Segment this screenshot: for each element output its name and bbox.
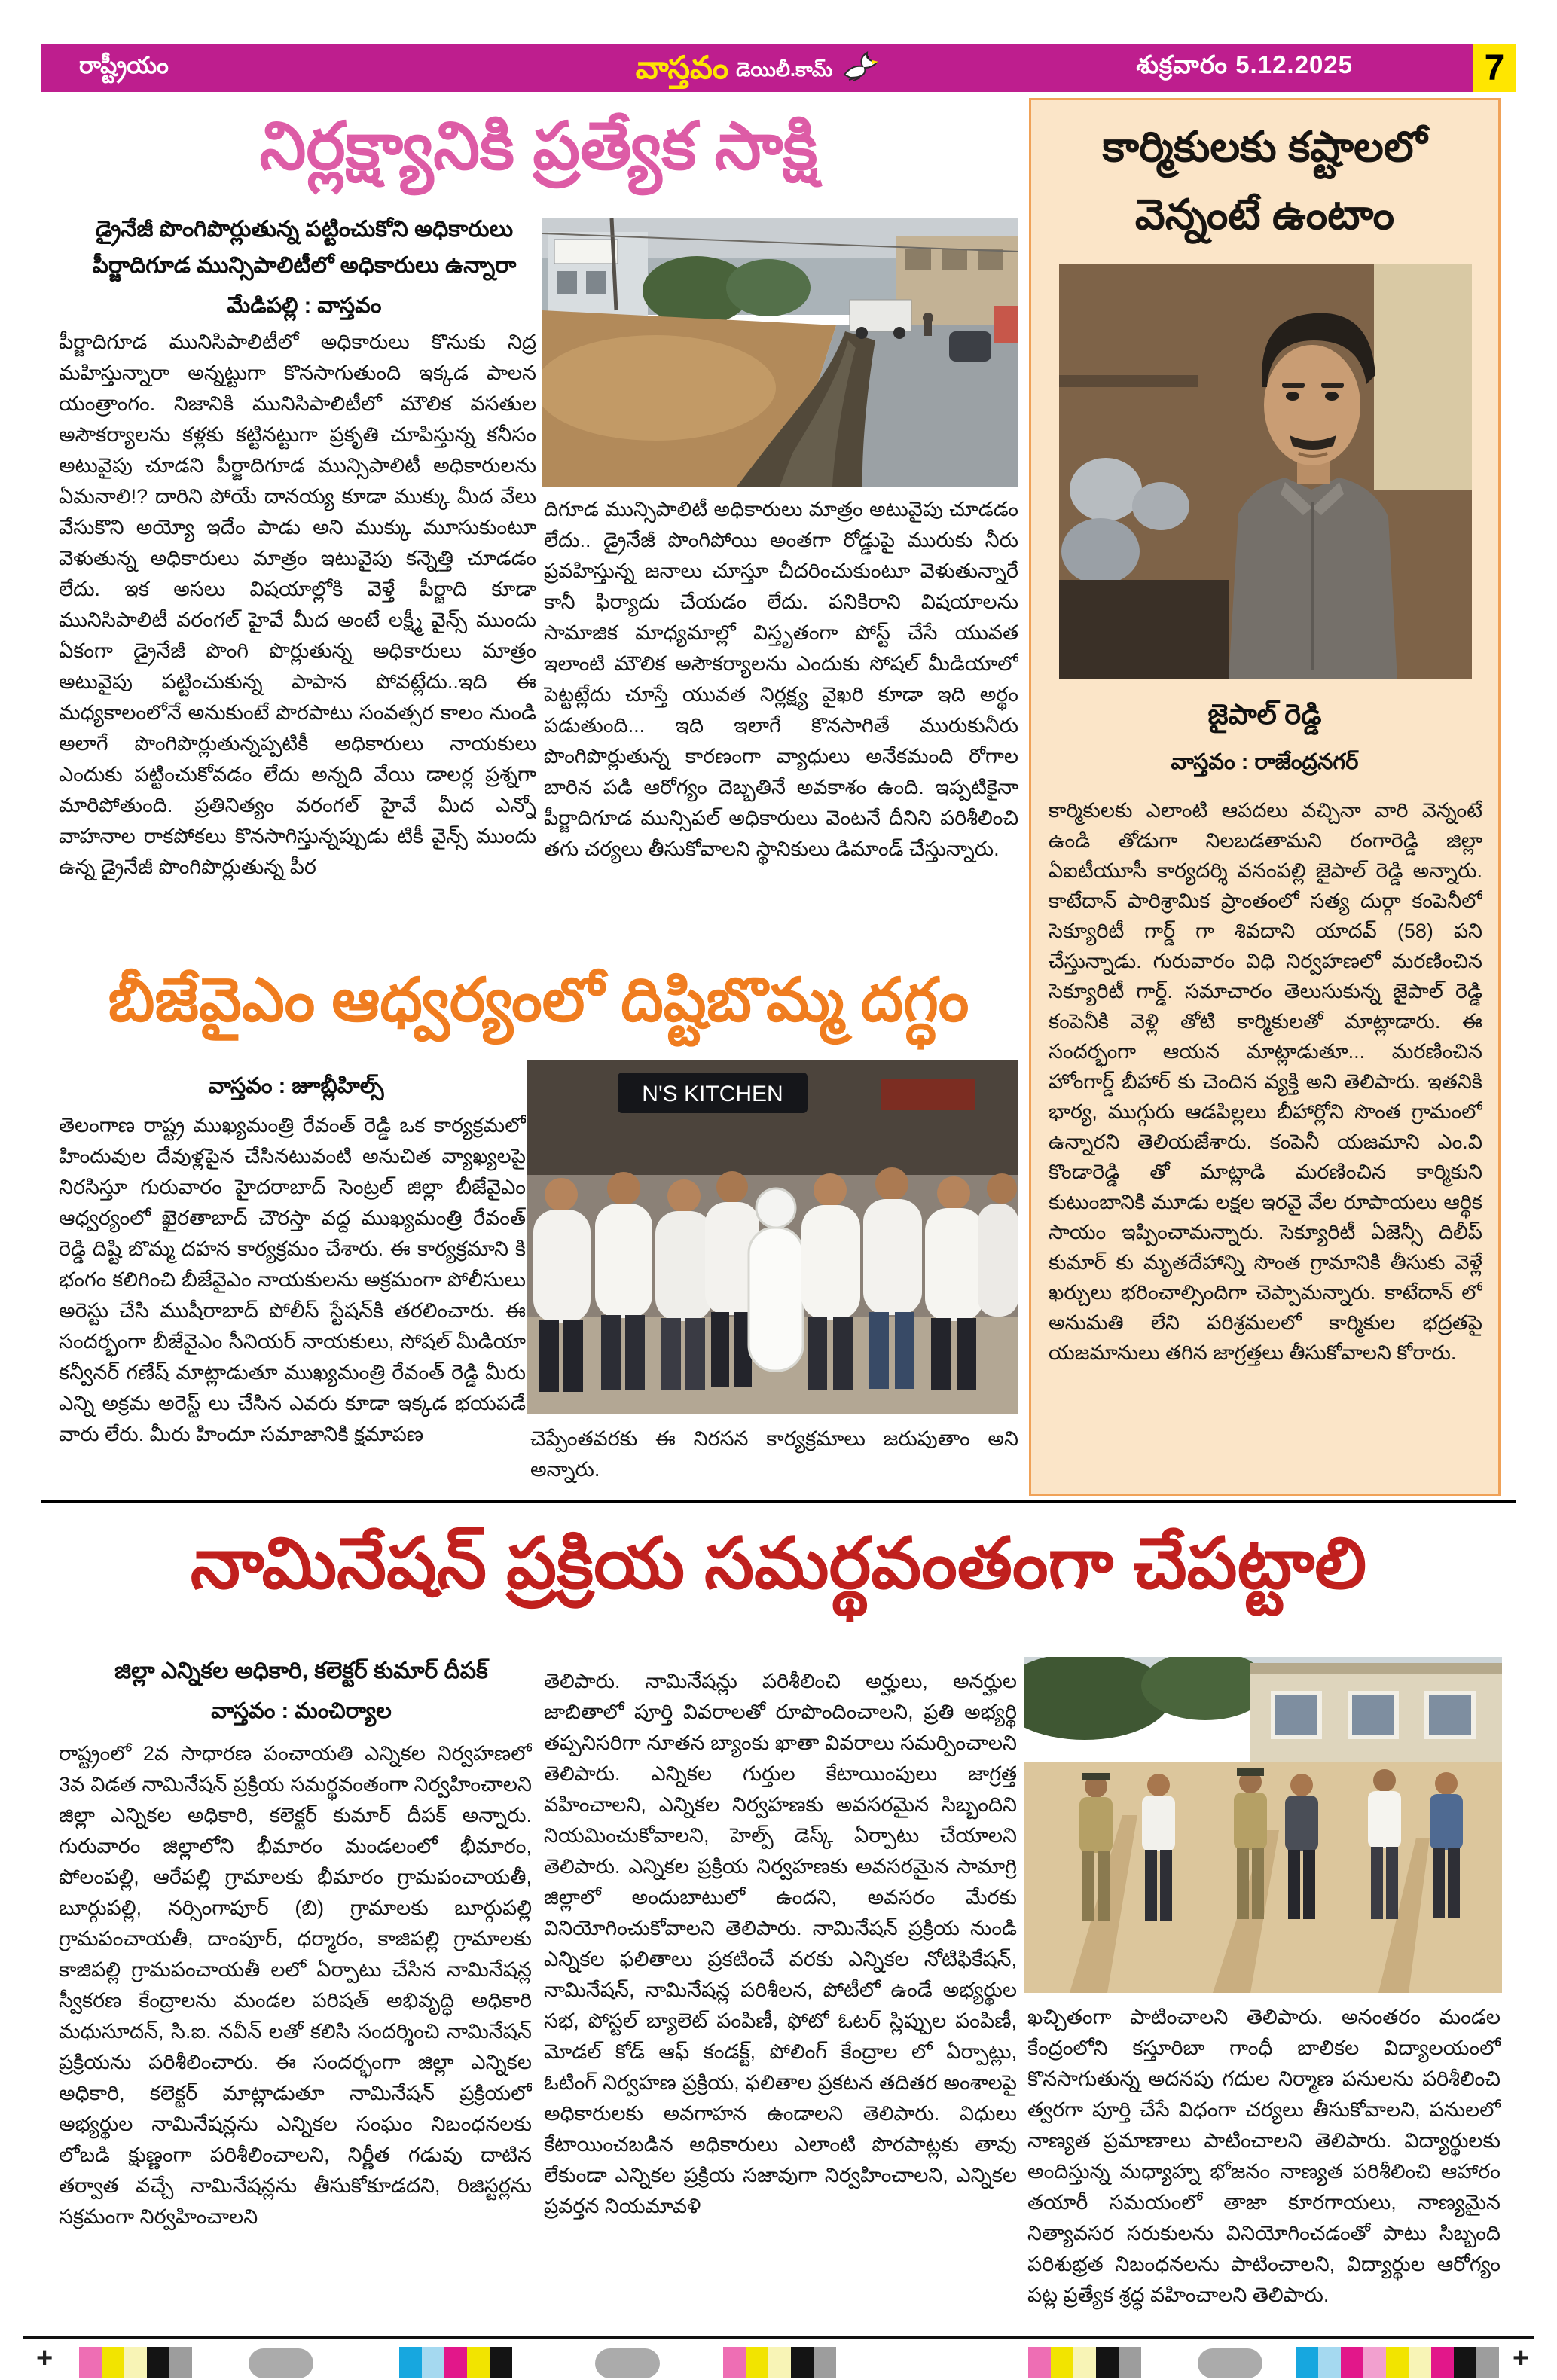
workers-headline: కార్మికులకు కష్టాలలో వెన్నంటే ఉంటాం <box>1102 123 1427 238</box>
print-swatch <box>814 2347 836 2378</box>
drainage-dateline: మేడిపల్లి : వాస్తవం <box>227 294 382 318</box>
print-swatch <box>147 2347 169 2378</box>
print-swatch <box>79 2347 102 2378</box>
print-capsule <box>1198 2348 1262 2378</box>
nomination-body-col3: ఖచ్చితంగా పాటించాలని తెలిపారు. అనంతరం మండల కేంద్రంలోని కస్తూరిబా గాంధీ బాలికల విద్యాలయంలో కొనసాగుతున్న అదనపు గదుల నిర్మాణ పనులను పరిశీలించి త్వరగా పూర్తి చేసే విధంగా చర్యలు తీసుకోవాలని, పనులలో నాణ్యత ప్రమాణాలు పాటించాలని తెలిపారు. విద్యార్థులకు అందిస్తున్న మధ్యాహ్న భోజనం నాణ్యత పరిశీలించి ఆహారం తయారీ సమయంలో తాజా కూరగాయలు, నాణ్యమైన నిత్యావసర సరుకులను వినియోగించడంతో పాటు సిబ్బంది పరిశుభ్రత నిబంధనలను పాటించాలని, విద్యార్థుల ఆరోగ్యం పట్ల ప్రత్యేక శ్రద్ధ వహించాలని తెలిపారు. <box>1027 2006 1501 2306</box>
print-swatch <box>1409 2347 1431 2378</box>
brand-suffix: డెయిలీ.కామ్ <box>736 57 833 81</box>
print-swatch <box>1431 2347 1454 2378</box>
print-swatch <box>1296 2347 1318 2378</box>
drainage-body-col2: దిగూడ మున్సిపాలిటీ అధికారులు మాత్రం అటువైపు చూడడం లేదు.. డ్రైనేజీ పొంగిపోయి అంతగా రోడ్డుపై మురుకు నీరు ప్రవహిస్తున్న జనాలు చూస్తూ చీదరించుకుంటూ వెళుతున్నారే కానీ ఫిర్యాదు చేయడం లేదు. పనికిరాని విషయాలను సామాజిక మాధ్యమాల్లో విస్తృతంగా పోస్ట్ చేసే యువత ఇలాంటి మౌలిక అసౌకర్యాలను ఎందుకు సోషల్ మీడియాలో పెట్టట్లేదు చూస్తే యువత నిర్లక్ష్య వైఖరి కూడా ఇది అర్థం పడుతుంది... ఇది ఇలాగే కొనసాగితే మురుకునీరు పొంగిపొర్లుతున్న కారణంగా వ్యాధులు అనేకమంది రోగాల బారిన పడి ఆరోగ్యం దెబ్బతినే అవకాశం ఉంది. ఇప్పటికైనా పీర్జాదిగూడ మున్సిపల్ అధికారులు వెంటనే దీనిని పరిశీలించి తగు చర్యలు తీసుకోవాలని స్థానికులు డిమాండ్ చేస్తున్నారు. <box>544 498 1018 860</box>
print-swatch <box>169 2347 192 2378</box>
drainage-headline: నిర్లక్ష్యానికి ప్రత్యేక సాక్షి <box>259 110 818 183</box>
section-label: రాష్ట్రీయం <box>79 51 169 78</box>
nomination-body-col2: తెలిపారు. నామినేషన్లు పరిశీలించి అర్హులు, అనర్హుల జాబితాలో పూర్తి వివరాలతో రూపొందించాలని, ప్రతి అభ్యర్థి తప్పనిసరిగా నూతన బ్యాంకు ఖాతా వివరాలు సమర్పించాలని తెలిపారు. ఎన్నికల గుర్తుల కేటాయింపులు జాగ్రత్త వహించాలని, ఎన్నికల నిర్వహణకు అవసరమైన సిబ్బందిని నియమించుకోవాలని, హెల్ప్ డెస్క్ ఏర్పాటు చేయాలని తెలిపారు. ఎన్నికల ప్రక్రియ నిర్వహణకు అవసరమైన సామాగ్రి జిల్లాలో అందుబాటులో ఉందని, అవసరం మేరకు వినియోగించుకోవాలని తెలిపారు. నామినేషన్ ప్రక్రియ నుండి ఎన్నికల ఫలితాలు ప్రకటించే వరకు ఎన్నికల నోటిఫికేషన్, నామినేషన్, నామినేషన్ల పరిశీలన, పోటీలో ఉండే అభ్యర్థుల సభ, పోస్టల్ బ్యాలెట్ పంపిణీ, ఫోటో ఓటర్ స్లిప్పుల పంపిణీ, మోడల్ కోడ్ ఆఫ్ కండక్ట్, పోలింగ్ కేంద్రాల లో ఏర్పాట్లు, ఓటింగ్ నిర్వహణ ప్రక్రియ, ఫలితాల ప్రకటన తదితర అంశాలపై అధికారులకు అవగాహన ఉండాలని తెలిపారు. విధులు కేటాయించబడిన అధికారులు ఎలాంటి పొరపాట్లకు తావు లేకుండా ఎన్నికల ప్రక్రియ సజావుగా నిర్వహించాలని, ఎన్నికల ప్రవర్తన నియమావళి <box>544 1670 1017 2217</box>
nomination-subhead: జిల్లా ఎన్నికల అధికారి, కలెక్టర్ కుమార్ దీపక్ <box>114 1658 488 1683</box>
section-divider-rule <box>41 1500 1516 1503</box>
print-swatch <box>124 2347 147 2378</box>
drainage-subhead-2: పీర్జాదిగూడ మున్సిపాలిటీలో అధికారులు ఉన్నారా <box>92 253 517 278</box>
drainage-subhead-1: డ్రైనేజీ పొంగిపొర్లుతున్న పట్టించుకోని అధికారులు <box>95 217 514 242</box>
bjym-headline: బీజేవైఎం ఆధ్వర్యంలో దిష్టిబొమ్మ దగ్ధం <box>108 967 969 1033</box>
print-swatch <box>1051 2347 1073 2378</box>
nomination-body-col1: రాష్ట్రంలో 2వ సాధారణ పంచాయతి ఎన్నికల నిర్వహణలో 3వ విడత నామినేషన్ ప్రక్రియ సమర్థవంతంగా నిర్వహించాలని జిల్లా ఎన్నికల అధికారి, కలెక్టర్ కుమార్ దీపక్ అన్నారు. గురువారం జిల్లాలోని భీమారం మండలంలో భీమారం, పోలంపల్లి, ఆరేపల్లి గ్రామాలకు భీమారం గ్రామపంచాయతీ, బూర్గుపల్లి, నర్సింగాపూర్ (బి) గ్రామాలకు బూర్గుపల్లి గ్రామపంచాయతీ, దాంపూర్, ధర్మారం, కాజిపల్లి గ్రామాలకు కాజిపల్లి గ్రామపంచాయతీ లలో ఏర్పాటు చేసిన నామినేషన్ల స్వీకరణ కేంద్రాలను మండల పరిషత్ అభివృద్ధి అధికారి మధుసూదన్, సి.ఐ. నవీన్ లతో కలిసి సందర్శించి నామినేషన్ ప్రక్రియను పరిశీలించారు. ఈ సందర్భంగా జిల్లా ఎన్నికల అధికారి, కలెక్టర్ మాట్లాడుతూ నామినేషన్ ప్రక్రియలో అభ్యర్థుల నామినేషన్లను ఎన్నికల సంఘం నిబంధనలకు లోబడి క్షుణ్ణంగా పరిశీలించాలని, నిర్ణీత గడువు దాటిన తర్వాత వచ్చే నామినేషన్లను తీసుకోకూడదని, రిజిస్టర్లను సక్రమంగా నిర్వహించాలని <box>59 1742 532 2228</box>
crop-plus-icon: + <box>1513 2342 1530 2374</box>
bird-logo-icon <box>840 50 879 83</box>
workers-dateline: వాస్తవం : రాజేంద్రనగర్ <box>1171 750 1359 774</box>
print-swatch <box>768 2347 791 2378</box>
print-swatch <box>1028 2347 1051 2378</box>
crop-plus-icon: + <box>36 2342 53 2374</box>
print-swatch <box>444 2347 467 2378</box>
brand-name: వాస్తవం <box>635 50 729 85</box>
bjym-dateline: వాస్తవం : జూబ్లీహిల్స్ <box>208 1074 384 1098</box>
print-swatch <box>490 2347 512 2378</box>
print-swatch <box>399 2347 422 2378</box>
print-swatch <box>1454 2347 1476 2378</box>
signboard-text: N'S KITCHEN <box>642 1082 783 1106</box>
bottom-rule <box>23 2336 1534 2339</box>
bjym-protest-photo <box>527 1060 1018 1414</box>
bjym-body-col1: తెలంగాణ రాష్ట్ర ముఖ్యమంత్రి రేవంత్ రెడ్డి ఒక కార్యక్రమలో హిందువుల దేవుళ్లపైన చేసినటువంటి అనుచిత వ్యాఖ్యలపై నిరసిస్తూ గురువారం హైదరాబాద్ సెంట్రల్ జిల్లా బీజేవైఎం ఆధ్వర్యంలో ఖైరతాబాద్ చౌరస్తా వద్ద ముఖ్యమంత్రి రేవంత్ రెడ్డి దిష్టి బొమ్మ దహన కార్యక్రమం చేశారు. ఈ కార్యక్రమాని కి భంగం కలిగించి బీజేవైఎం నాయకులను అక్రమంగా పోలీసులు అరెస్టు చేసి ముషీరాబాద్ పోలీస్ స్టేషన్‌కి తరలించారు. ఈ సందర్భంగా బీజేవైఎం సీనియర్ నాయకులు, సోషల్ మీడియా కన్వీనర్ గణేష్ మాట్లాడుతూ ముఖ్యమంత్రి రేవంత్ రెడ్డి మీరు ఎన్ని అక్రమ అరెస్ట్ లు చేసిన ఎవరు కూడా ఇక్కడ భయపడే వారు లేరు. మీరు హిందూ సమాజానికి క్షమాపణ <box>59 1114 526 1445</box>
jaipal-reddy-photo <box>1059 264 1472 679</box>
print-swatch <box>102 2347 124 2378</box>
nomination-dateline: వాస్తవం : మంచిర్యాల <box>211 1699 392 1723</box>
print-swatch <box>1096 2347 1119 2378</box>
print-swatch <box>422 2347 444 2378</box>
print-swatch <box>1363 2347 1386 2378</box>
issue-date: శుక్రవారం 5.12.2025 <box>1136 50 1353 78</box>
drainage-body-col1: పీర్జాదిగూడ మునిసిపాలిటీలో అధికారులు కొనుకు నిద్ర మహిస్తున్నారా అన్నట్టుగా కొనసాగుతుంది ఇక్కడ పాలన యంత్రాంగం. నిజానికి మునిసిపాలిటీలో మౌలిక వసతుల అసౌకర్యాలను కళ్లకు కట్టినట్టుగా ప్రకృతి చూపిస్తున్న కనీసం అటువైపు చూడని పీర్జాదిగూడ మున్సిపాలిటీ అధికారులను ఏమనాలి!? దారిని పోయే దానయ్య కూడా ముక్కు మీద వేలు వేసుకొని అయ్యో ఇదేం పాడు అని ముక్కు మూసుకుంటూ వెళుతున్న అధికారులు మాత్రం ఇటువైపు కన్నెత్తి చూడడం లేదు. ఇక అసలు విషయాల్లోకి వెళ్తే పీర్జాది కూడా మునిసిపాలిటీ వరంగల్ హైవే మీద అంటే లక్ష్మీ వైన్స్ ముందు ఏకంగా డ్రైనేజీ పొంగి పొర్లుతున్న అధికారులు మాత్రం అటువైపు పట్టించుకున్న పాపాన పోవట్లేదు..ఇది ఈ మధ్యకాలంలోనే అనుకుంటే పొరపాటు సంవత్సర కాలం నుండి అలాగే పొంగిపొర్లుతున్నప్పటికీ అధికారులు నాయకులు ఎందుకు పట్టించుకోవడం లేదు అన్నది వేయి డాలర్ల ప్రశ్నగా మారిపోతుంది. ప్రతినిత్యం వరంగల్ హైవే మీద ఎన్నో వాహనాల రాకపోకలు కొనసాగిస్తున్నప్పుడు టికీ వైన్స్ ముందు ఉన్న డ్రైనేజీ పొంగిపొర్లుతున్న పీర <box>59 331 536 878</box>
nomination-headline: నామినేషన్ ప్రక్రియ సమర్థవంతంగా చేపట్టాలి <box>190 1524 1367 1603</box>
print-swatch <box>1073 2347 1096 2378</box>
print-capsule <box>595 2348 660 2378</box>
print-swatch <box>1341 2347 1363 2378</box>
print-swatch <box>746 2347 768 2378</box>
print-capsule <box>249 2348 313 2378</box>
print-swatch <box>1119 2347 1141 2378</box>
print-swatch <box>1386 2347 1409 2378</box>
workers-body: కార్మికులకు ఎలాంటి ఆపదలు వచ్చినా వారి వెన్నంటే ఉండి తోడుగా నిలబడతామని రంగారెడ్డి జిల్లా ఏఐటీయూసీ కార్యదర్శి వనంపల్లి జైపాల్ రెడ్డి అన్నారు. కాటేదాన్ పారిశ్రామిక ప్రాంతంలో సత్య దుర్గా కంపెనీలో సెక్యూరిటీ గార్డ్ గా శివదాని యాదవ్ (58) పని చేస్తున్నాడు. గురువారం విధి నిర్వహణలో మరణించిన సెక్యూరిటీ గార్డ్. సమాచారం తెలుసుకున్న జైపాల్ రెడ్డి కంపెనీకి వెళ్లి తోటి కార్మికులతో మాట్లాడారు. ఈ సందర్భంగా ఆయన మాట్లాడుతూ... మరణించిన హోంగార్డ్ బీహార్ కు చెందిన వ్యక్తి అని తెలిపారు. ఇతనికి భార్య, ముగ్గురు ఆడపిల్లలు బీహార్లోని సొంత గ్రామంలో ఉన్నారని తెలియజేశారు. కంపెనీ యజమాని ఎం.వి కొండారెడ్డి తో మాట్లాడి మరణించిన కార్మికుని కుటుంబానికి మూడు లక్షల ఇరవై వేల రూపాయలు ఆర్థిక సాయం ఇప్పించామన్నారు. సెక్యూరిటీ ఏజెన్సీ దిలీప్ కుమార్ కు మృతదేహాన్ని సొంత గ్రామానికి తీసుకు వెళ్లే ఖర్చులు భరించాల్సిందిగా చెప్పామన్నారు. కాటేదాన్ లో అనుమతి లేని పరిశ్రమలలో కార్మికుల భద్రతపై యజమానులు తగిన జాగ్రత్తలు తీసుకోవాలని కోరారు. <box>1049 799 1482 1364</box>
print-swatch <box>723 2347 746 2378</box>
workers-photo-caption: జైపాల్ రెడ్డి <box>1207 699 1322 730</box>
print-swatch <box>467 2347 490 2378</box>
masthead-bar <box>41 44 1473 92</box>
print-swatch <box>1476 2347 1499 2378</box>
page-number: 7 <box>1473 44 1516 92</box>
bjym-body-below-photo: చెప్పేంతవరకు ఈ నిరసన కార్యక్రమాలు జరుపుతాం అని అన్నారు. <box>530 1427 1018 1481</box>
nomination-inspection-photo <box>1024 1657 1502 1993</box>
drainage-street-photo <box>542 218 1018 487</box>
print-swatch <box>1318 2347 1341 2378</box>
print-swatch <box>791 2347 814 2378</box>
